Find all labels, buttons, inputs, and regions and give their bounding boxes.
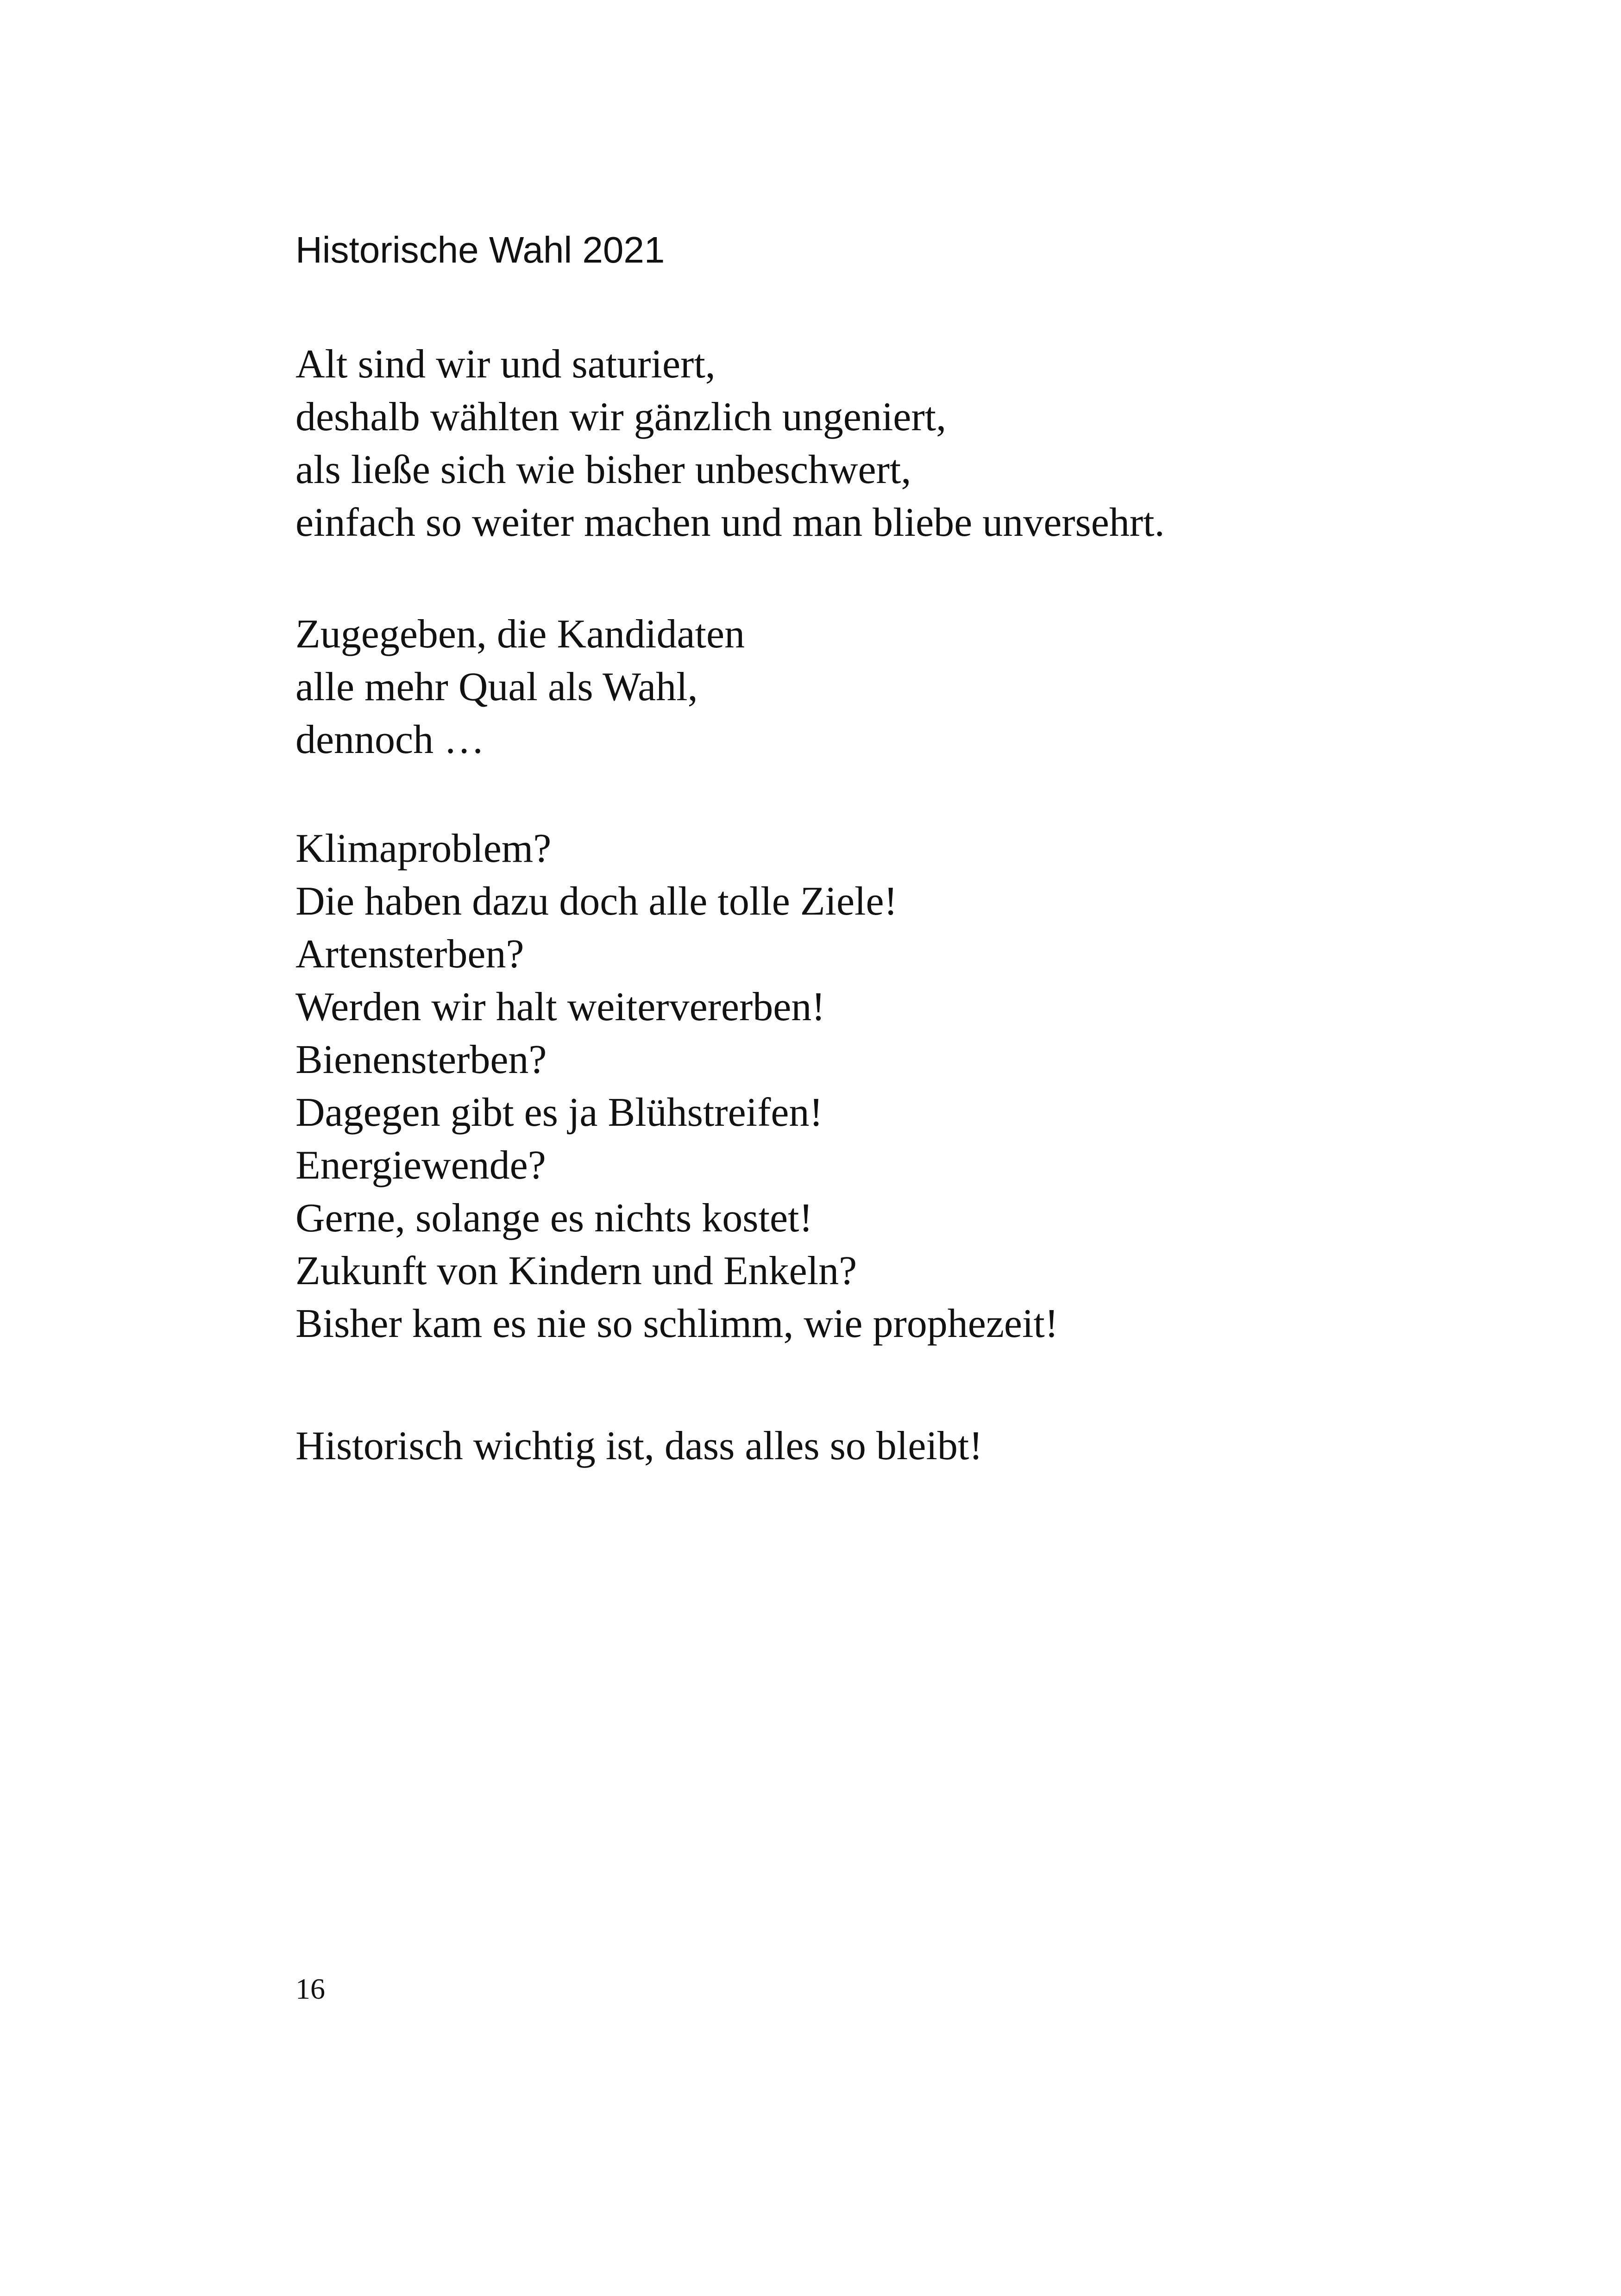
poem-line: Bisher kam es nie so schlimm, wie prophezeit! — [295, 1301, 1059, 1346]
poem-line: Die haben dazu doch alle tolle Ziele! — [295, 879, 898, 924]
poem-line: Artensterben? — [295, 932, 524, 977]
stanza-2 — [295, 608, 745, 766]
poem-line: Zugegeben, die Kandidaten — [295, 612, 745, 657]
poem-line: Dagegen gibt es ja Blühstreifen! — [295, 1090, 823, 1135]
poem-line: Gerne, solange es nichts kostet! — [295, 1196, 813, 1241]
poem-line: alle mehr Qual als Wahl, — [295, 665, 698, 709]
poem-line: Energiewende? — [295, 1143, 546, 1188]
poem-title: Historische Wahl 2021 — [295, 229, 665, 270]
poem-line: Alt sind wir und saturiert, — [295, 342, 716, 387]
poem-line: Historisch wichtig ist, dass alles so bleibt! — [295, 1424, 983, 1468]
stanza-3 — [295, 822, 1058, 1350]
poem-line: als ließe sich wie bisher unbeschwert, — [295, 447, 911, 492]
poem-line: einfach so weiter machen und man bliebe unversehrt. — [295, 500, 1165, 545]
stanza-4 — [295, 1420, 983, 1473]
poem-line: Klimaproblem? — [295, 826, 552, 871]
stanza-1 — [295, 338, 1165, 549]
poem-line: deshalb wählten wir gänzlich ungeniert, — [295, 395, 947, 439]
poem-line: dennoch … — [295, 717, 485, 762]
poem-line: Bienensterben? — [295, 1037, 547, 1082]
page-number: 16 — [295, 1972, 325, 2005]
poem-line: Werden wir halt weitervererben! — [295, 985, 825, 1029]
poem-line: Zukunft von Kindern und Enkeln? — [295, 1248, 857, 1293]
